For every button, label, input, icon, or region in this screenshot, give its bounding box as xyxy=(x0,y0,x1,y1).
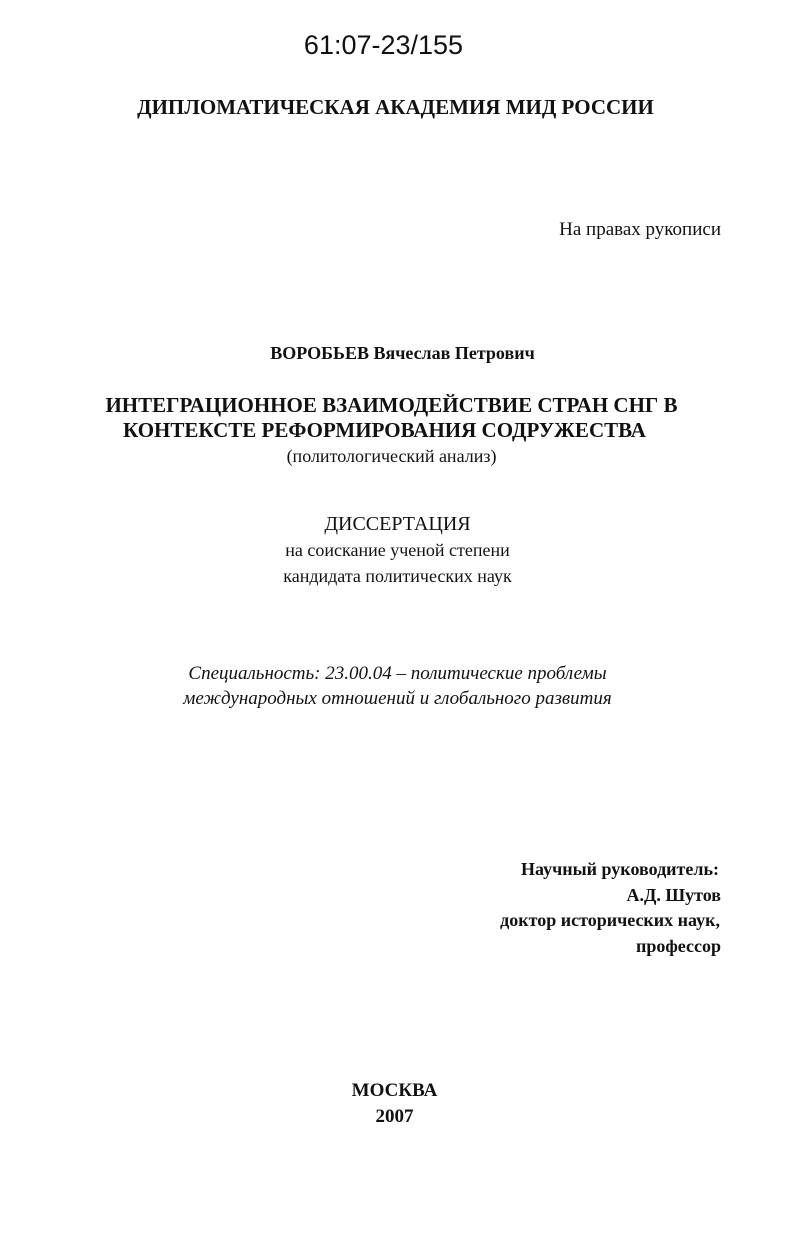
supervisor-rank: профессор xyxy=(635,936,721,956)
specialty-line-2: международных отношений и глобального развития xyxy=(183,688,612,709)
work-type: ДИССЕРТАЦИЯ xyxy=(324,513,471,535)
degree-line-2: кандидата политических наук xyxy=(283,566,512,586)
supervisor-label: Научный руководитель: xyxy=(521,859,719,879)
city: МОСКВА xyxy=(351,1080,438,1101)
manuscript-note: На правах рукописи xyxy=(559,219,721,240)
supervisor-name: А.Д. Шутов xyxy=(626,885,721,905)
supervisor-degree: доктор исторических наук, xyxy=(500,910,720,930)
year: 2007 xyxy=(375,1106,414,1127)
specialty-line-1: Специальность: 23.00.04 – политические проблемы xyxy=(188,663,607,684)
title-line-1: ИНТЕГРАЦИОННОЕ ВЗАИМОДЕЙСТВИЕ СТРАН СНГ В xyxy=(105,393,678,417)
degree-line-1: на соискание ученой степени xyxy=(285,540,510,560)
registry-code: 61:07-23/155 xyxy=(303,30,464,60)
title-line-2: КОНТЕКСТЕ РЕФОРМИРОВАНИЯ СОДРУЖЕСТВА xyxy=(123,418,646,442)
institution-name: ДИПЛОМАТИЧЕСКАЯ АКАДЕМИЯ МИД РОССИИ xyxy=(137,95,654,119)
subtitle: (политологический анализ) xyxy=(286,446,497,466)
author-name: ВОРОБЬЕВ Вячеслав Петрович xyxy=(270,343,535,363)
